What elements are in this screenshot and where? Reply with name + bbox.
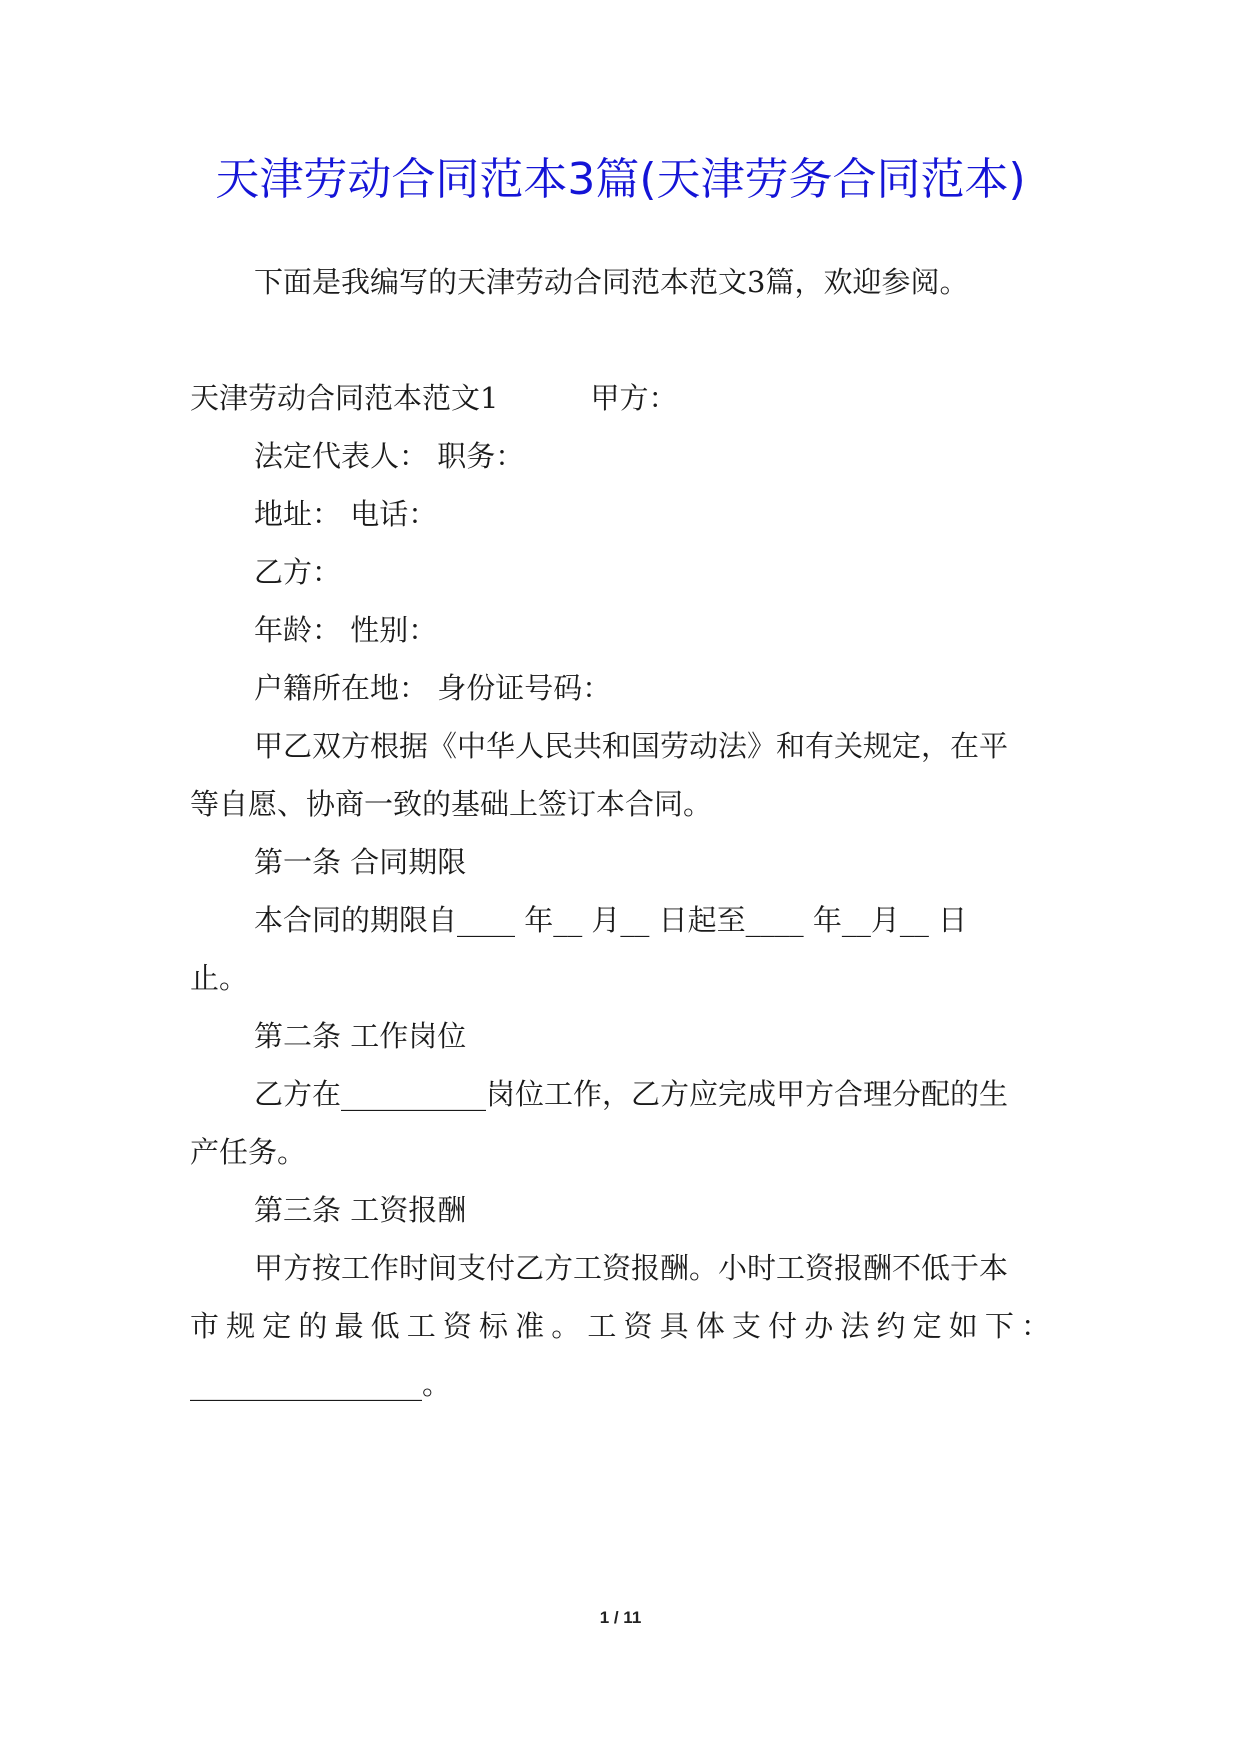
- residence-id-line: 户籍所在地： 身份证号码：: [254, 671, 612, 705]
- section-heading-row: [190, 378, 677, 418]
- position-line-2: 产任务。: [190, 1135, 307, 1169]
- section-heading: 天津劳动合同范本范文1: [190, 381, 499, 415]
- article-3-heading: 第三条 工资报酬: [254, 1193, 467, 1227]
- wage-line-3: ________________。: [190, 1367, 452, 1401]
- intro-paragraph: 下面是我编写的天津劳动合同范本范文3篇，欢迎参阅。: [254, 265, 969, 299]
- wage-line-2: 市规定的最低工资标准。工资具体支付办法约定如下：: [190, 1309, 1050, 1343]
- basis-paragraph-line-2: 等自愿、协商一致的基础上签订本合同。: [190, 787, 713, 821]
- basis-paragraph-line-1: 甲乙双方根据《中华人民共和国劳动法》和有关规定，在平: [254, 729, 1009, 763]
- age-gender-line: 年龄： 性别：: [254, 613, 438, 647]
- term-line-1: 本合同的期限自____ 年__ 月__ 日起至____ 年__月__ 日: [254, 903, 968, 937]
- address-line: 地址： 电话：: [254, 497, 438, 531]
- legal-rep-line: 法定代表人： 职务：: [254, 439, 525, 473]
- term-line-2: 止。: [190, 961, 249, 995]
- position-line-1: 乙方在__________岗位工作，乙方应完成甲方合理分配的生: [254, 1077, 1009, 1111]
- document-title: 天津劳动合同范本3篇(天津劳务合同范本): [215, 154, 1026, 205]
- page-number: 1 / 11: [599, 1608, 642, 1627]
- article-1-heading: 第一条 合同期限: [254, 845, 467, 879]
- wage-line-1: 甲方按工作时间支付乙方工资报酬。小时工资报酬不低于本: [254, 1251, 1009, 1285]
- party-a-label: 甲方：: [590, 381, 678, 415]
- party-b-line: 乙方：: [254, 555, 342, 589]
- article-2-heading: 第二条 工作岗位: [254, 1019, 467, 1053]
